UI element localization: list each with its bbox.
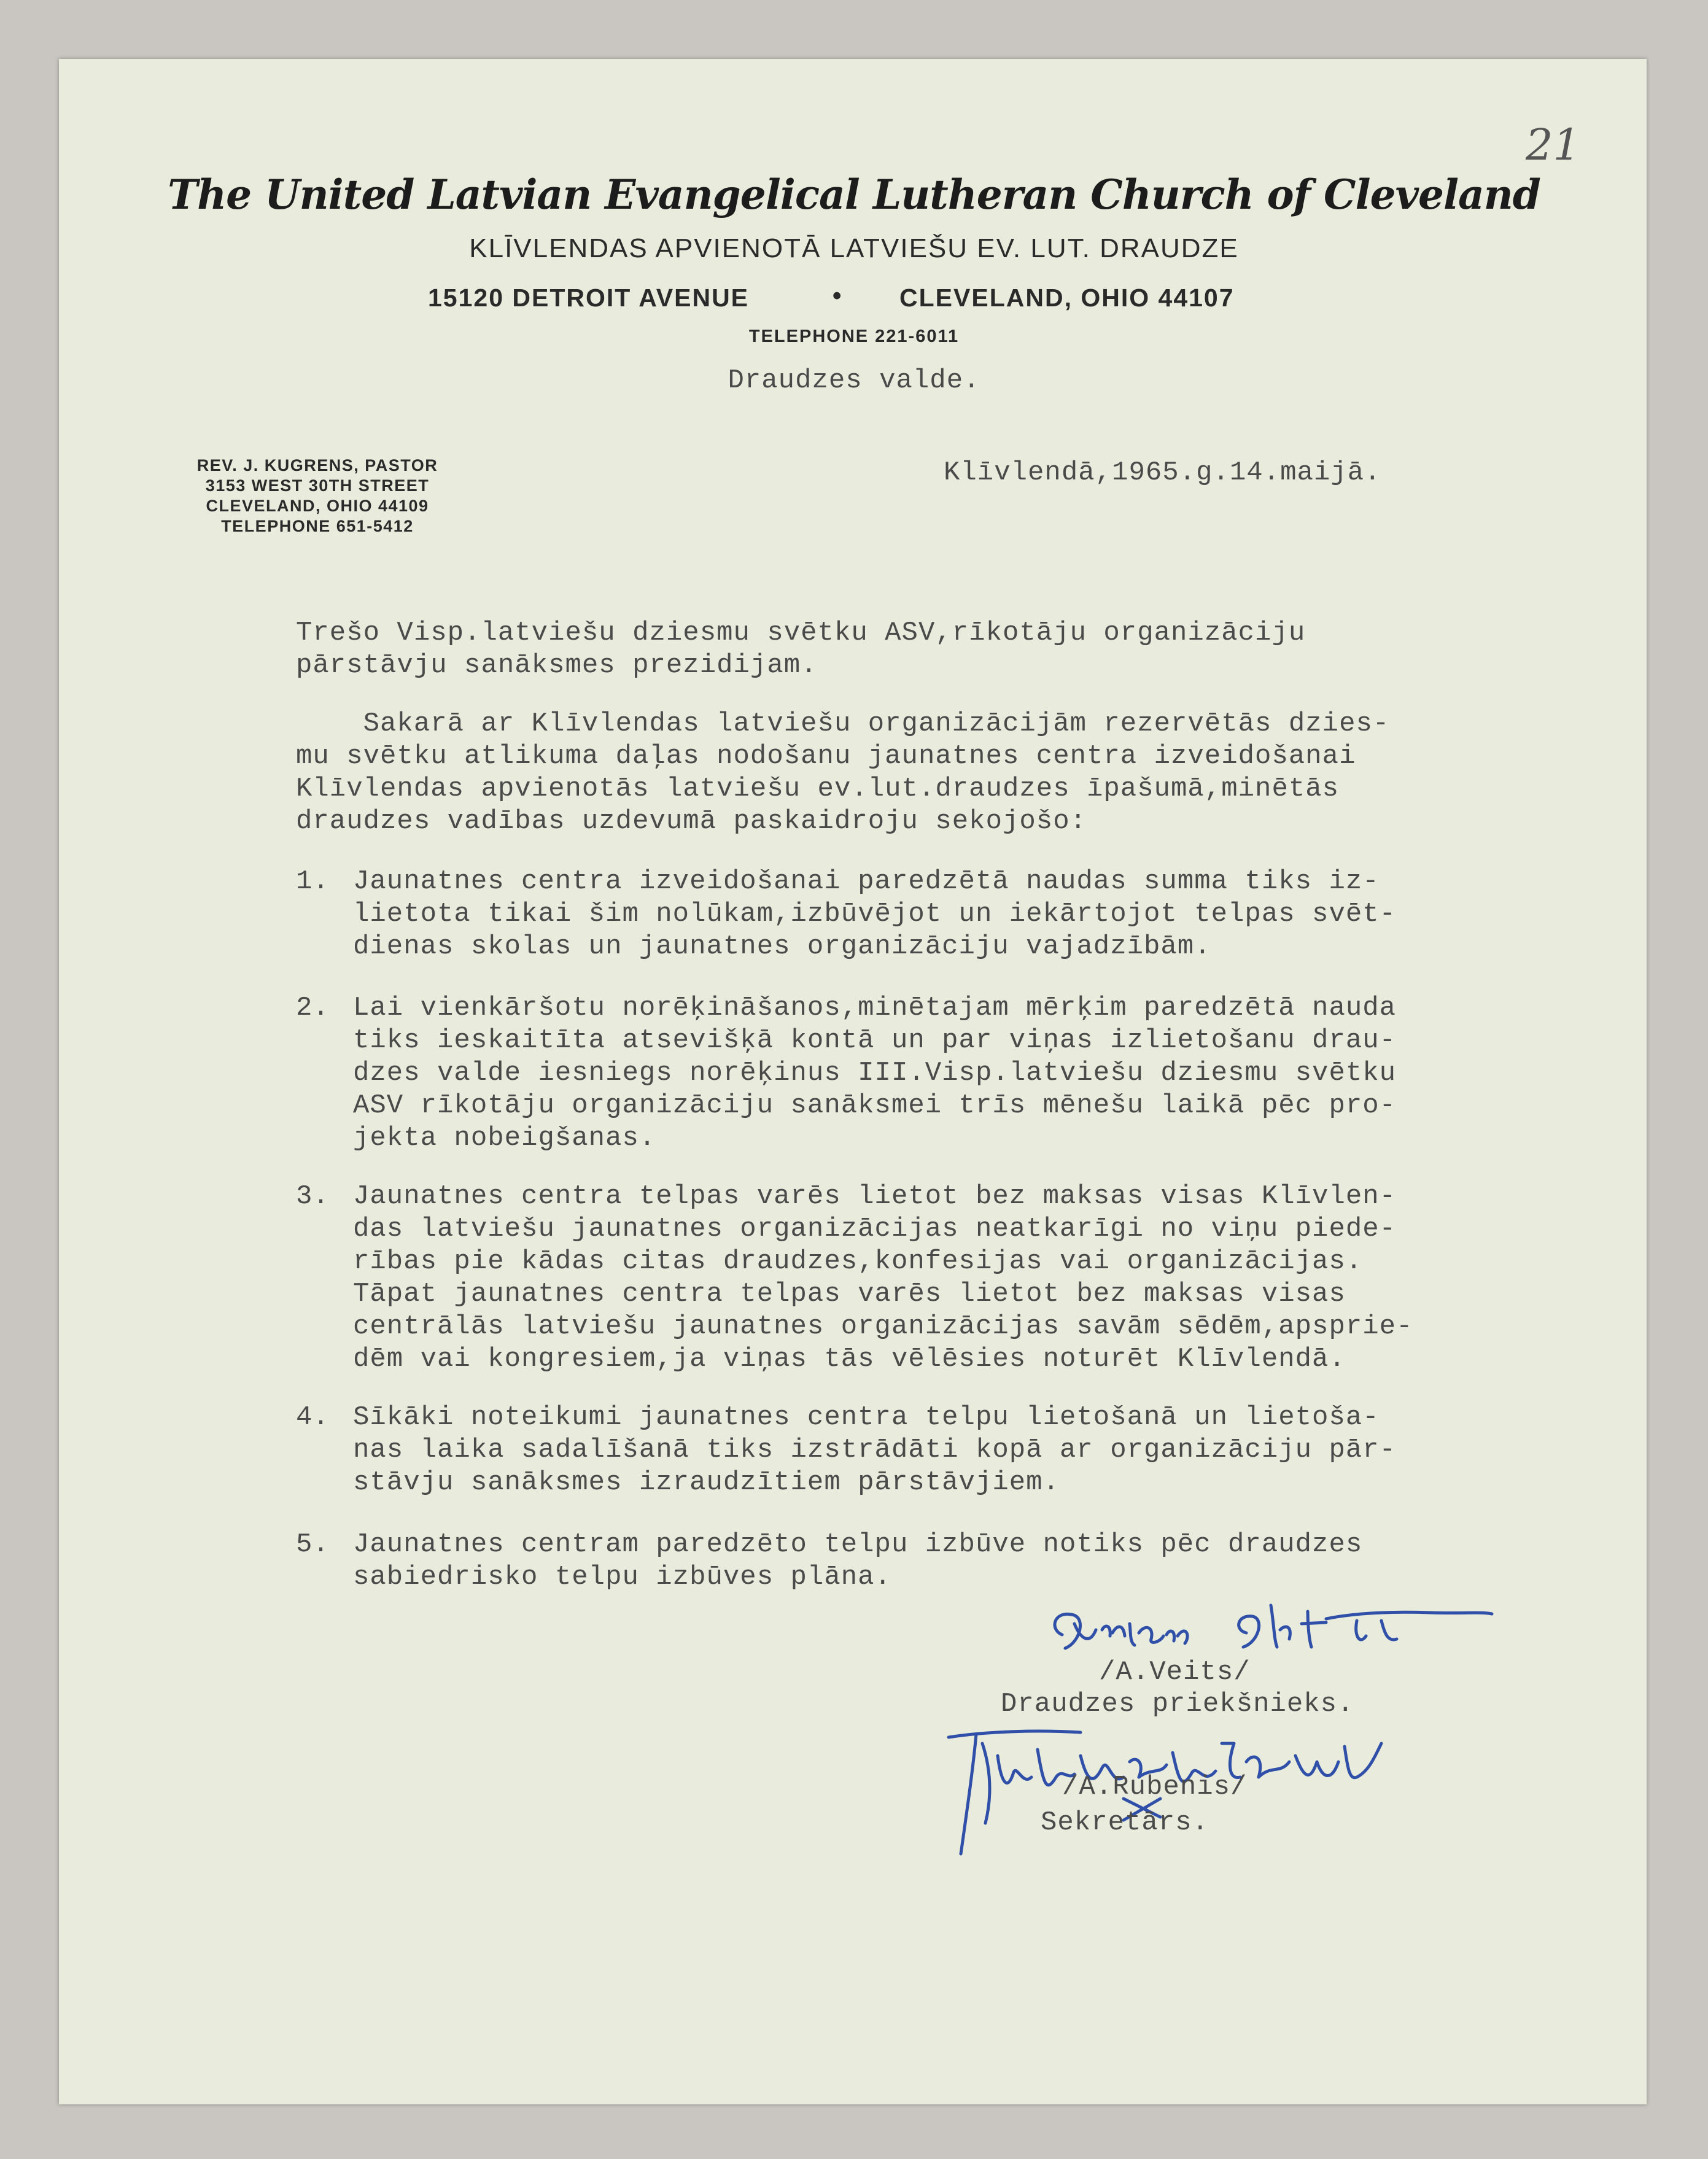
signatory-2-title: Sekretārs. <box>1041 1807 1209 1838</box>
pastor-telephone: TELEPHONE 651-5412 <box>221 517 414 535</box>
item-line: das latviešu jaunatnes organizācijas neatkarīgi no viņu piede- <box>353 1214 1397 1244</box>
signatory-name: /A.Rubenis/ <box>1062 1772 1248 1802</box>
numbered-item <box>353 992 1396 1155</box>
item-line: dienas skolas un jaunatnes organizāciju vajadzībām. <box>353 931 1211 962</box>
signatory-1-title: Draudzes priekšnieks. <box>1001 1689 1354 1719</box>
item-line: centrālās latviešu jaunatnes organizācijas savām sēdēm,apsprie- <box>353 1311 1413 1342</box>
intro-line: mu svētku atlikuma daļas nodošanu jaunatnes centra izveidošanai <box>296 741 1356 772</box>
numbered-item <box>353 866 1396 963</box>
item-line: Lai vienkāršotu norēķināšanos,minētajam mērķim paredzētā nauda <box>353 993 1397 1023</box>
numbered-item <box>353 1529 1362 1594</box>
numbered-item <box>353 1401 1396 1499</box>
item-line: jekta nobeigšanas. <box>353 1123 656 1153</box>
item-number: 4. <box>296 1402 330 1433</box>
signatory-1 <box>1099 1656 1251 1689</box>
item-number: 3. <box>296 1181 330 1212</box>
signatory-name: /A.Veits/ <box>1099 1657 1251 1688</box>
addressee-line: pārstāvju sanāksmes prezidijam. <box>296 650 818 681</box>
item-line: dzes valde iesniegs norēķinus III.Visp.latviešu dziesmu svētku <box>353 1058 1397 1088</box>
item-line: sabiedrisko telpu izbūves plāna. <box>353 1562 891 1592</box>
pastor-block <box>161 455 474 537</box>
item-line: Jaunatnes centra izveidošanai paredzētā naudas summa tiks iz- <box>353 866 1380 897</box>
church-telephone: TELEPHONE 221-6011 <box>748 327 960 346</box>
pastor-name: REV. J. KUGRENS, PASTOR <box>196 456 438 475</box>
page-number: 21 <box>1526 120 1581 170</box>
date-line: Klīvlendā,1965.g.14.maijā. <box>944 457 1381 488</box>
address-bullet: • <box>833 281 843 309</box>
item-number: 2. <box>296 993 330 1023</box>
numbered-item <box>353 1180 1413 1376</box>
signatory-2 <box>1062 1771 1247 1804</box>
pastor-city: CLEVELAND, OHIO 44109 <box>206 497 429 515</box>
church-street: 15120 DETROIT AVENUE <box>428 284 750 312</box>
item-line: Tāpat jaunatnes centra telpas varēs lietot bez maksas visas <box>353 1279 1346 1309</box>
item-line: dēm vai kongresiem,ja viņas tās vēlēsies noturēt Klīvlendā. <box>353 1344 1346 1374</box>
item-line: Jaunatnes centra telpas varēs lietot bez maksas visas Klīvlen- <box>353 1181 1397 1212</box>
church-city: CLEVELAND, OHIO 44107 <box>899 284 1235 312</box>
intro-paragraph <box>296 708 1389 838</box>
item-line: tiks ieskaitīta atsevišķā kontā un par viņas izlietošanu drau- <box>353 1025 1397 1056</box>
addressee <box>296 617 1305 682</box>
item-line: rības pie kādas citas draudzes,konfesijas vai organizācijas. <box>353 1246 1363 1277</box>
intro-line: draudzes vadības uzdevumā paskaidroju sekojošo: <box>296 806 1087 837</box>
item-line: Sīkāki noteikumi jaunatnes centra telpu lietošanā un lietoša- <box>353 1402 1380 1433</box>
veits-handwritten-signature <box>1038 1587 1523 1667</box>
department-line: Draudzes valde. <box>728 365 980 396</box>
item-line: lietota tikai šim nolūkam,izbūvējot un iekārtojot telpas svēt- <box>353 899 1397 929</box>
item-number: 5. <box>296 1529 330 1560</box>
pastor-street: 3153 WEST 30TH STREET <box>205 476 430 495</box>
intro-line: Klīvlendas apvienotās latviešu ev.lut.draudzes īpašumā,minētās <box>296 773 1340 804</box>
item-line: stāvju sanāksmes izraudzītiem pārstāvjiem. <box>353 1467 1060 1498</box>
item-line: ASV rīkotāju organizāciju sanāksmei trīs mēnešu laikā pēc pro- <box>353 1090 1397 1121</box>
addressee-line: Trešo Visp.latviešu dziesmu svētku ASV,rīkotāju organizāciju <box>296 618 1306 648</box>
item-line: nas laika sadalīšanā tiks izstrādāti kopā ar organizāciju pār- <box>353 1435 1397 1465</box>
intro-line: Sakarā ar Klīvlendas latviešu organizācijām rezervētās dzies- <box>296 708 1390 739</box>
latvian-church-name: KLĪVLENDAS APVIENOTĀ LATVIEŠU EV. LUT. DRAUDZE <box>469 233 1239 263</box>
church-name-heading: The United Latvian Evangelical Lutheran Church of Cleveland <box>168 171 1540 219</box>
item-line: Jaunatnes centram paredzēto telpu izbūve notiks pēc draudzes <box>353 1529 1363 1560</box>
item-number: 1. <box>296 866 330 897</box>
